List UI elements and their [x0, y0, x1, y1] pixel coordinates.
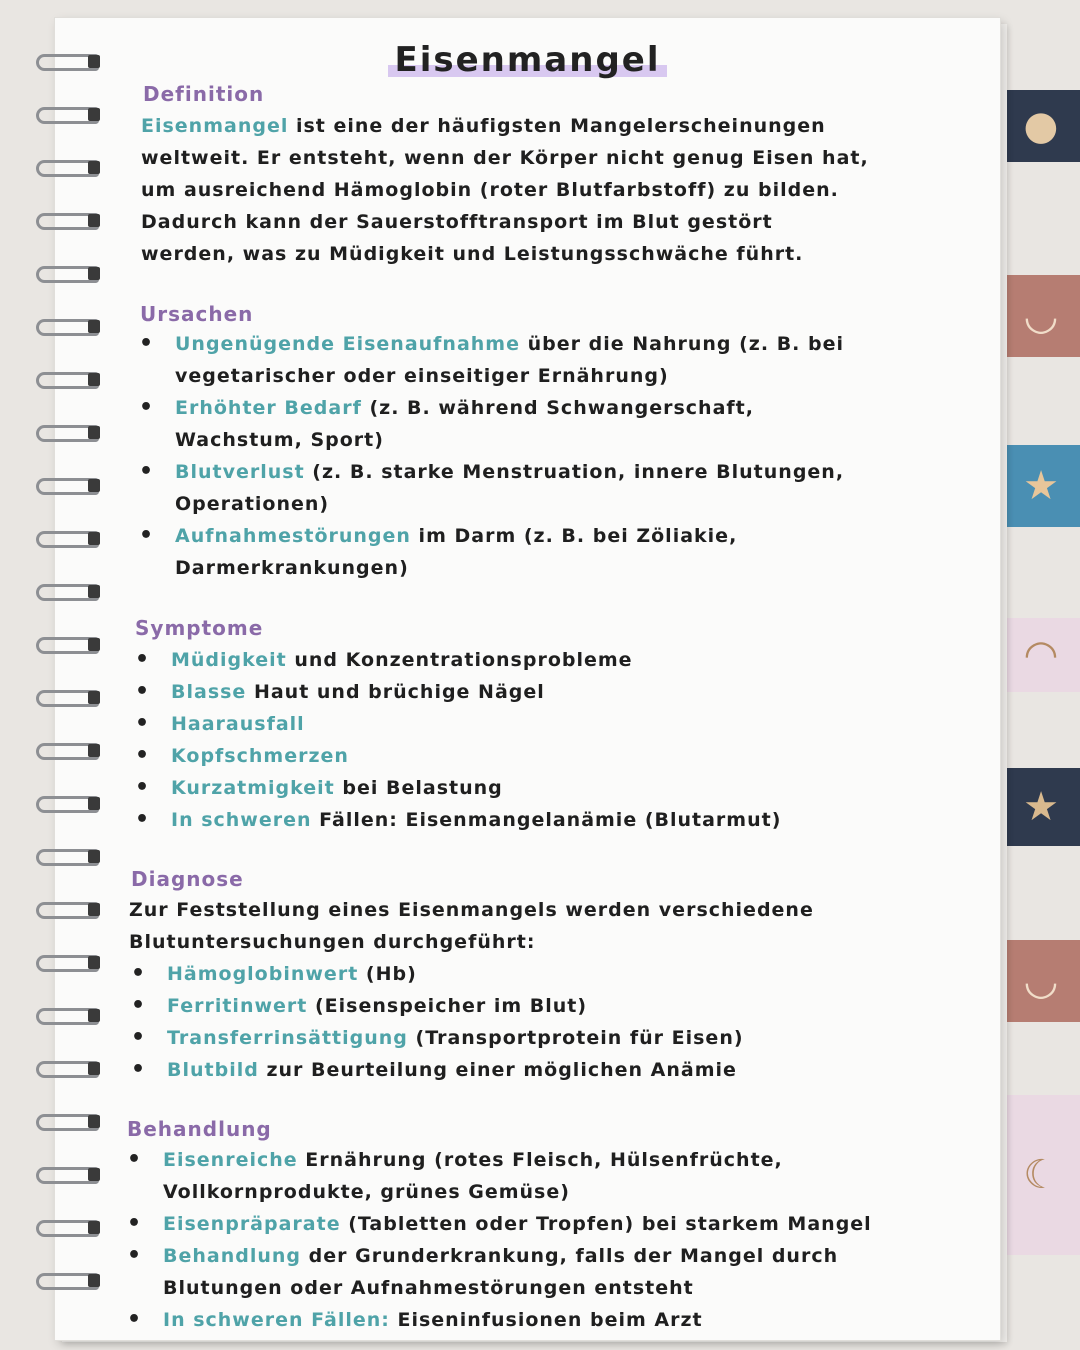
diagnose-item-text: (Transportprotein für Eisen)	[407, 1027, 744, 1049]
spiral-ring	[30, 209, 104, 231]
ursachen-item-text: (z. B. während Schwangerschaft,	[361, 397, 754, 419]
ursachen-item-highlight: Blutverlust	[175, 461, 305, 483]
ring-hole	[88, 267, 100, 280]
ring-hole	[88, 1115, 100, 1128]
heading-diagnose: Diagnose	[131, 867, 244, 891]
ursachen-item	[135, 456, 985, 520]
spiral-ring	[30, 156, 104, 178]
crescent-icon: ◠	[1023, 632, 1059, 678]
behandlung-item-highlight: Eisenreiche	[163, 1149, 298, 1171]
diagnose-item-text: (Hb)	[358, 963, 417, 985]
diagnose-item-highlight: Hämoglobinwert	[167, 963, 359, 985]
spiral-ring	[30, 527, 104, 549]
bullet-icon: •	[131, 1057, 147, 1082]
symptome-item	[131, 740, 981, 772]
bullet-icon: •	[131, 993, 147, 1018]
title-text: Eisenmangel	[388, 40, 666, 80]
behandlung-item	[123, 1304, 983, 1336]
bullet-icon: •	[139, 331, 155, 356]
ring-hole	[88, 320, 100, 333]
bullet-icon: •	[135, 807, 151, 832]
diagnose-item-text: zur Beurteilung einer möglichen Anämie	[258, 1059, 737, 1081]
bullet-icon: •	[131, 1025, 147, 1050]
ring-hole	[88, 479, 100, 492]
diagnose-intro-line-1: Zur Feststellung eines Eisenmangels werden verschiedene	[129, 899, 814, 921]
symptome-item-text: und Konzentrationsprobleme	[286, 649, 633, 671]
index-tab[interactable]	[1002, 1095, 1080, 1255]
ursachen-item-text: über die Nahrung (z. B. bei	[520, 333, 845, 355]
ring-hole	[88, 1009, 100, 1022]
notebook-page	[55, 18, 1000, 1340]
diagnose-item-text: (Eisenspeicher im Blut)	[307, 995, 588, 1017]
diagnose-list	[127, 958, 977, 1086]
behandlung-item-text: Ernährung (rotes Fleisch, Hülsenfrüchte,	[297, 1149, 783, 1171]
ursachen-item-text: im Darm (z. B. bei Zöliakie,	[410, 525, 738, 547]
behandlung-item-text: (Tabletten oder Tropfen) bei starkem Mangel	[340, 1213, 872, 1235]
bullet-icon: •	[135, 711, 151, 736]
ring-hole	[88, 956, 100, 969]
spiral-ring	[30, 1004, 104, 1026]
ring-hole	[88, 532, 100, 545]
crescent-icon: ◡	[1023, 293, 1059, 339]
spiral-ring	[30, 792, 104, 814]
behandlung-item-highlight: Behandlung	[163, 1245, 302, 1267]
page-content	[55, 18, 1000, 1340]
spiral-ring	[30, 686, 104, 708]
behandlung-item-text-cont: Blutungen oder Aufnahmestörungen entsteht	[163, 1277, 694, 1299]
heading-behandlung: Behandlung	[127, 1117, 272, 1141]
symptome-item-highlight: Kopfschmerzen	[171, 745, 349, 767]
index-tab[interactable]	[1002, 618, 1080, 692]
spiral-ring	[30, 50, 104, 72]
ring-hole	[88, 55, 100, 68]
behandlung-item	[123, 1240, 983, 1304]
bullet-icon: •	[135, 775, 151, 800]
index-tab[interactable]	[1002, 90, 1080, 162]
bullet-icon: •	[131, 961, 147, 986]
bullet-icon: •	[139, 523, 155, 548]
spiral-ring	[30, 368, 104, 390]
spiral-ring	[30, 474, 104, 496]
behandlung-item	[123, 1208, 983, 1240]
diagnose-item	[127, 1054, 977, 1086]
spiral-ring	[30, 739, 104, 761]
bullet-icon: •	[135, 679, 151, 704]
star-icon: ★	[1023, 463, 1059, 509]
bullet-icon: •	[127, 1147, 143, 1172]
ring-hole	[88, 691, 100, 704]
diagnose-item	[127, 990, 977, 1022]
definition-text	[141, 110, 981, 270]
ring-hole	[88, 426, 100, 439]
spiral-ring	[30, 1110, 104, 1132]
index-tab[interactable]	[1002, 275, 1080, 357]
ring-hole	[88, 1062, 100, 1075]
behandlung-item-highlight: Eisenpräparate	[163, 1213, 341, 1235]
behandlung-item	[123, 1144, 983, 1208]
ring-hole	[88, 1274, 100, 1287]
spiral-ring	[30, 951, 104, 973]
spiral-ring	[30, 633, 104, 655]
symptome-item	[131, 676, 981, 708]
spiral-ring	[30, 1216, 104, 1238]
spiral-ring	[30, 1163, 104, 1185]
diagnose-item	[127, 958, 977, 990]
symptome-list	[131, 644, 981, 836]
index-tab[interactable]	[1002, 768, 1080, 846]
behandlung-item-text: der Grunderkrankung, falls der Mangel durch	[301, 1245, 839, 1267]
symptome-item-highlight: Müdigkeit	[171, 649, 287, 671]
spiral-ring	[30, 898, 104, 920]
definition-line-4: Dadurch kann der Sauerstofftransport im Blut gestört	[141, 211, 773, 233]
symptome-item-highlight: In schweren	[171, 809, 312, 831]
behandlung-list	[123, 1144, 983, 1336]
ring-hole	[88, 1168, 100, 1181]
heading-ursachen: Ursachen	[140, 302, 254, 326]
spiral-ring	[30, 580, 104, 602]
ursachen-item	[135, 392, 985, 456]
bullet-icon: •	[139, 395, 155, 420]
crescent-icon: ◡	[1023, 958, 1059, 1004]
ring-hole	[88, 903, 100, 916]
ursachen-item-highlight: Ungenügende Eisenaufnahme	[175, 333, 520, 355]
ursachen-item-text-cont: Operationen)	[175, 493, 330, 515]
ring-hole	[88, 1221, 100, 1234]
spiral-binding	[30, 40, 110, 1320]
diagnose-item	[127, 1022, 977, 1054]
bullet-icon: •	[127, 1243, 143, 1268]
symptome-item-highlight: Haarausfall	[171, 713, 305, 735]
bullet-icon: •	[127, 1211, 143, 1236]
spiral-ring	[30, 103, 104, 125]
spiral-ring	[30, 845, 104, 867]
diagnose-intro-line-2: Blutuntersuchungen durchgeführt:	[129, 931, 536, 953]
behandlung-item-highlight: In schweren Fällen:	[163, 1309, 390, 1331]
ursachen-item-highlight: Aufnahmestörungen	[175, 525, 411, 547]
ursachen-item-text-cont: Wachstum, Sport)	[175, 429, 384, 451]
symptome-item	[131, 772, 981, 804]
ursachen-item-text-cont: Darmerkrankungen)	[175, 557, 409, 579]
ursachen-item	[135, 328, 985, 392]
star-icon: ★	[1023, 784, 1059, 830]
definition-line-1: ist eine der häufigsten Mangelerscheinungen	[288, 115, 826, 137]
heading-symptome: Symptome	[135, 616, 264, 640]
symptome-item	[131, 644, 981, 676]
ring-hole	[88, 850, 100, 863]
behandlung-item-text: Eiseninfusionen beim Arzt	[389, 1309, 703, 1331]
ring-hole	[88, 161, 100, 174]
ring-hole	[88, 744, 100, 757]
definition-line-2: weltweit. Er entsteht, wenn der Körper nicht genug Eisen hat,	[141, 147, 869, 169]
ring-hole	[88, 638, 100, 651]
bullet-icon: •	[139, 459, 155, 484]
diagnose-item-highlight: Transferrinsättigung	[167, 1027, 408, 1049]
ring-hole	[88, 214, 100, 227]
symptome-item-text: bei Belastung	[334, 777, 503, 799]
ring-hole	[88, 585, 100, 598]
ring-hole	[88, 373, 100, 386]
index-tab[interactable]	[1002, 445, 1080, 527]
symptome-item	[131, 804, 981, 836]
diagnose-intro	[129, 894, 989, 958]
page-title	[55, 40, 1000, 80]
heading-definition: Definition	[143, 82, 265, 106]
symptome-item-highlight: Kurzatmigkeit	[171, 777, 335, 799]
definition-highlight: Eisenmangel	[141, 115, 289, 137]
bullet-icon: •	[135, 743, 151, 768]
bullet-icon: •	[135, 647, 151, 672]
ring-hole	[88, 797, 100, 810]
symptome-item	[131, 708, 981, 740]
ursachen-item	[135, 520, 985, 584]
spiral-ring	[30, 421, 104, 443]
spiral-ring	[30, 262, 104, 284]
symptome-item-text: Fällen: Eisenmangelanämie (Blutarmut)	[311, 809, 782, 831]
moon-icon: ●	[1023, 103, 1059, 149]
ursachen-list	[135, 328, 985, 584]
definition-line-5: werden, was zu Müdigkeit und Leistungsschwäche führt.	[141, 243, 804, 265]
ring-hole	[88, 108, 100, 121]
bullet-icon: •	[127, 1307, 143, 1332]
spiral-ring	[30, 1057, 104, 1079]
ursachen-item-text-cont: vegetarischer oder einseitiger Ernährung)	[175, 365, 669, 387]
spiral-ring	[30, 315, 104, 337]
spiral-ring	[30, 1269, 104, 1291]
symptome-item-text: Haut und brüchige Nägel	[246, 681, 545, 703]
crescent-icon: ☾	[1023, 1152, 1059, 1198]
behandlung-item-text-cont: Vollkornprodukte, grünes Gemüse)	[163, 1181, 570, 1203]
diagnose-item-highlight: Ferritinwert	[167, 995, 308, 1017]
ursachen-item-highlight: Erhöhter Bedarf	[175, 397, 362, 419]
diagnose-item-highlight: Blutbild	[167, 1059, 259, 1081]
symptome-item-highlight: Blasse	[171, 681, 247, 703]
index-tab[interactable]	[1002, 940, 1080, 1022]
definition-line-3: um ausreichend Hämoglobin (roter Blutfarbstoff) zu bilden.	[141, 179, 839, 201]
ursachen-item-text: (z. B. starke Menstruation, innere Blutungen,	[304, 461, 845, 483]
